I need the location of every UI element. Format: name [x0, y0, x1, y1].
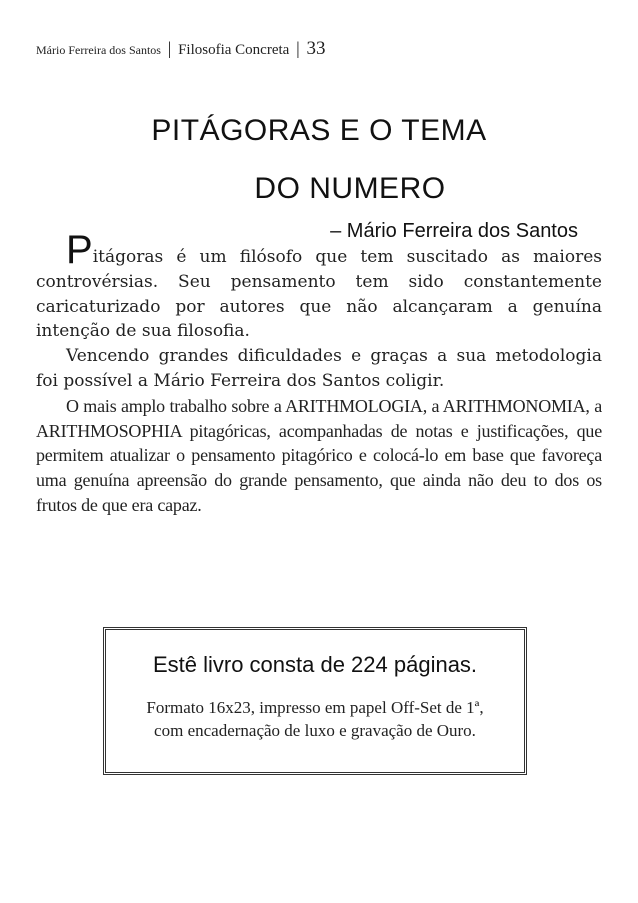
body-text	[36, 228, 602, 518]
header-author: Mário Ferreira dos Santos	[36, 43, 161, 57]
paragraph-2: Vencendo grandes dificuldades e graças a sua metodologia foi possível a Mário Ferreira dos Santos coligir.	[36, 346, 602, 391]
drop-cap: P	[66, 228, 93, 272]
info-box-detail-line-1: Formato 16x23, impresso em papel Off-Set de 1ª,	[146, 698, 484, 717]
chapter-title-line-2: DO NUMERO	[254, 172, 446, 205]
info-box-detail-line-2: com encadernação de luxo e gravação de Ouro.	[154, 721, 476, 740]
chapter-title-line-1: PITÁGORAS E O TEMA	[151, 114, 487, 147]
chapter-byline: – Mário Ferreira dos Santos	[330, 220, 578, 242]
paragraph-1-text: itágoras é um filósofo que tem suscitado as maiores controvérsias. Seu pensamento tem sido constantemente caricaturizado por autores que não alcançaram a genuína intenção de sua filosofia.	[36, 247, 602, 342]
running-header: Mário Ferreira dos Santos | Filosofia Concreta | 33	[36, 38, 326, 59]
info-box-main-line: Estê livro consta de 224 páginas.	[152, 652, 478, 677]
page-number: 33	[306, 38, 326, 59]
info-box-details	[106, 696, 524, 742]
book-info-box	[103, 627, 527, 775]
paragraph-3: O mais amplo trabalho sobre a ARITHMOLOGIA, a ARITHMONOMIA, a ARITHMOSOPHIA pitagóricas, acompanhadas de notas e justificações, que permitem atualizar o pensamento pitagórico e colocá-lo em base que favoreça uma genuína apreensão do grande pensamento, que ainda não deu to dos os frutos de que era capaz.	[36, 395, 602, 515]
header-book-title: Filosofia Concreta	[178, 42, 290, 58]
